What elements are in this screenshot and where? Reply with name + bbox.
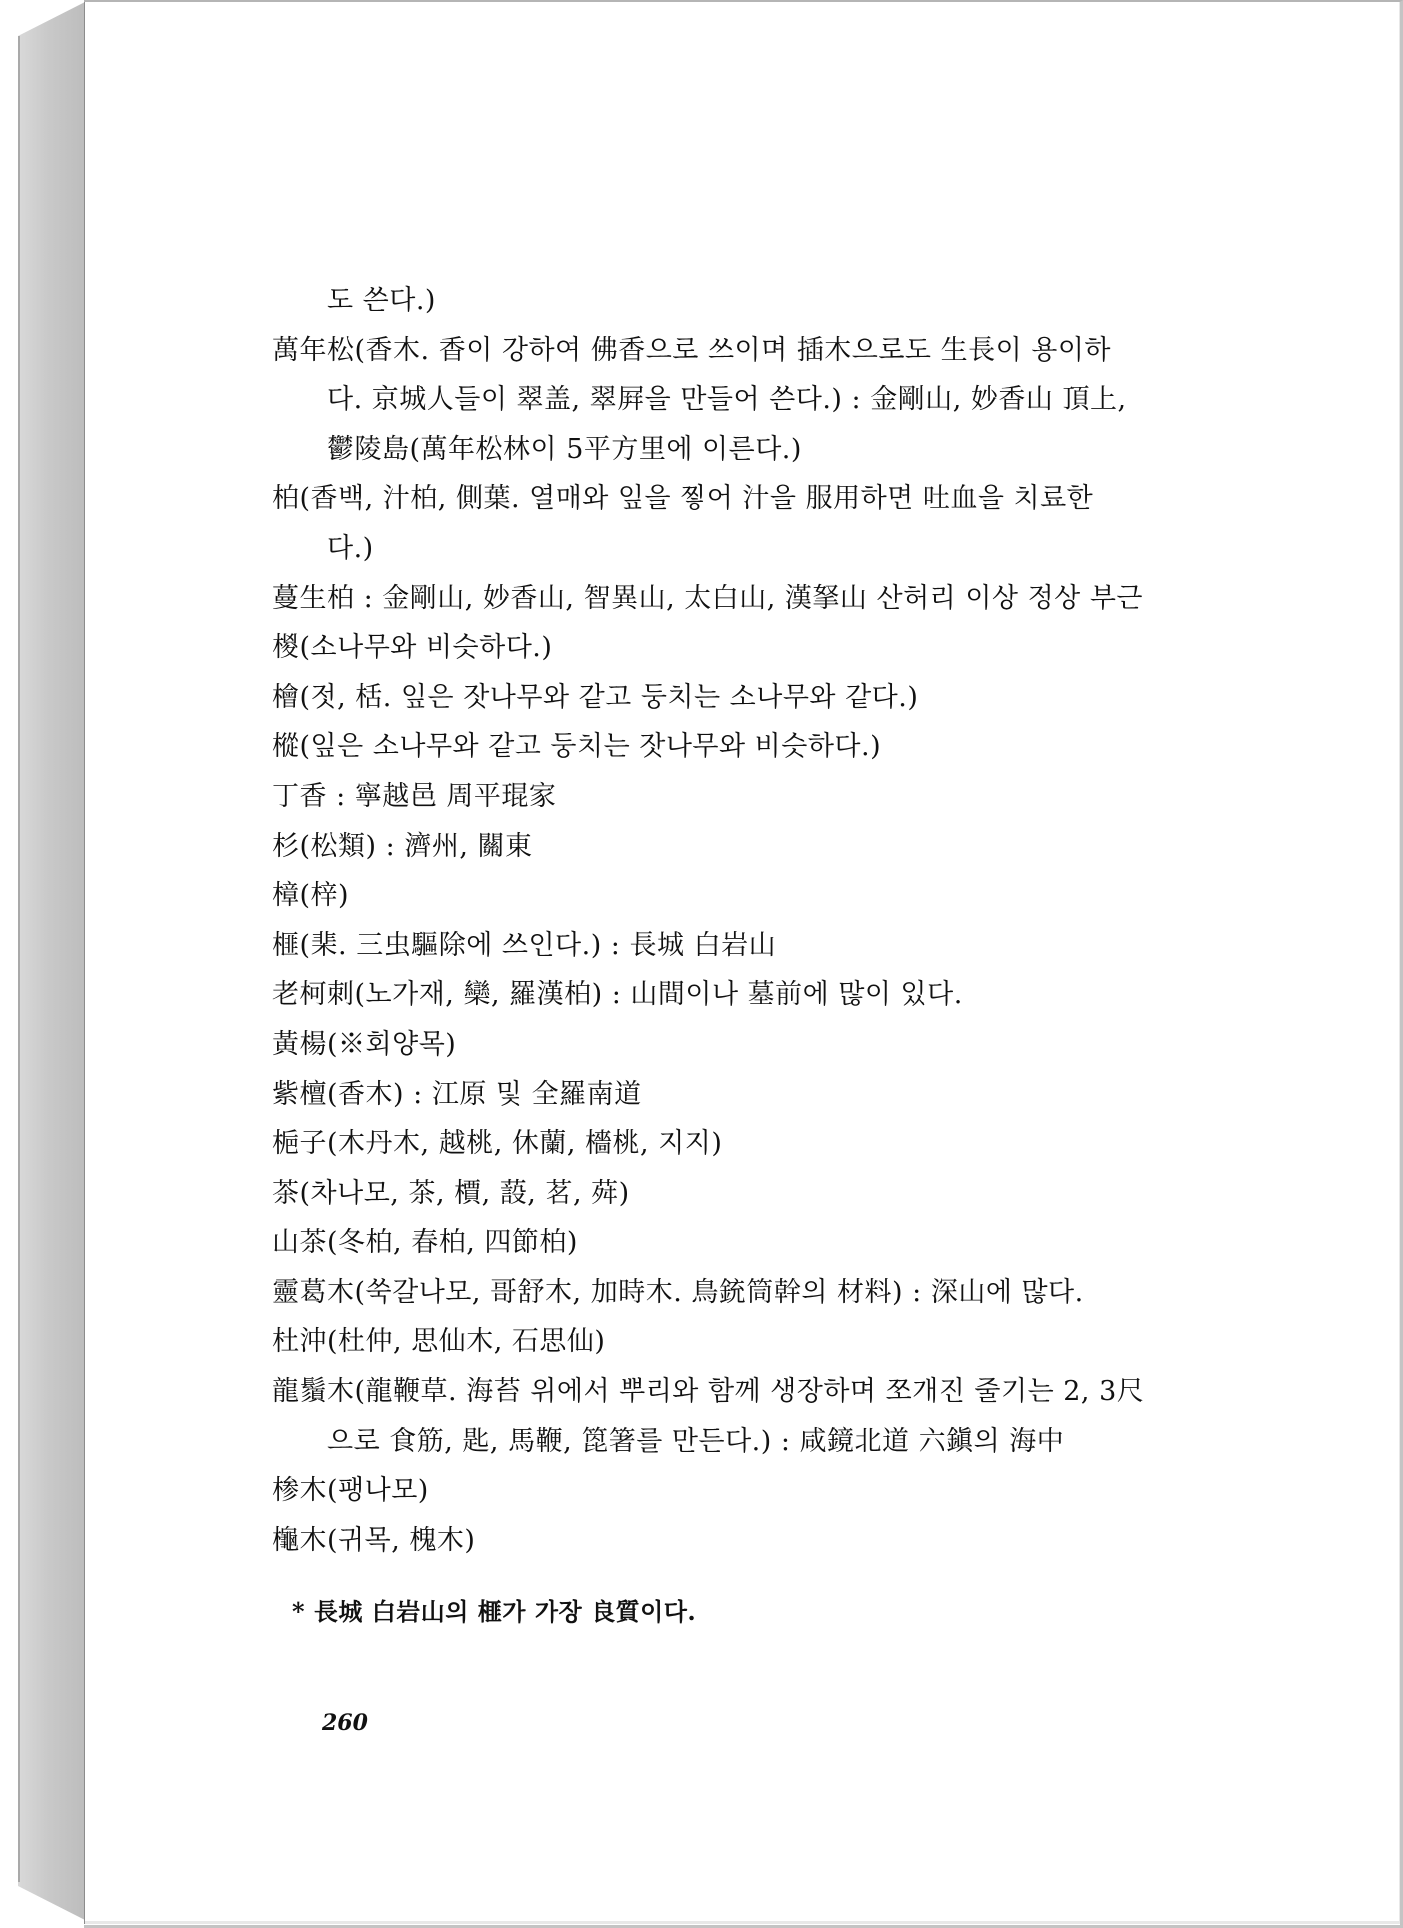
text-line: 梔子(木丹木, 越桃, 休蘭, 檣桃, 지지) bbox=[272, 1128, 723, 1160]
text-line: 다. 京城人들이 翠盖, 翠屛을 만들어 쓴다.) : 金剛山, 妙香山 頂上, bbox=[327, 384, 1127, 416]
text-line: 도 쓴다.) bbox=[327, 285, 436, 316]
text-line: 山茶(冬柏, 春柏, 四節柏) bbox=[272, 1227, 578, 1259]
text-line: 으로 食筋, 匙, 馬鞭, 箆箸를 만든다.) : 咸鏡北道 六鎭의 海中 bbox=[327, 1425, 1065, 1457]
text-line: 杜沖(杜仲, 思仙木, 石思仙) bbox=[272, 1326, 606, 1358]
text-line: 檜(젓, 栝. 잎은 잣나무와 같고 둥치는 소나무와 같다.) bbox=[272, 681, 919, 713]
text-line: 樟(梓) bbox=[272, 880, 350, 912]
page-body-text bbox=[272, 276, 1262, 1565]
text-line: 鬱陵島(萬年松林이 5平方里에 이른다.) bbox=[327, 433, 802, 465]
text-line: 다.) bbox=[327, 532, 374, 564]
text-line: 丁香 : 寧越邑 周平琨家 bbox=[272, 780, 557, 812]
page-number: 260 bbox=[322, 1710, 368, 1736]
text-line: 萬年松(香木. 香이 강하여 佛香으로 쓰이며 插木으로도 生長이 용이하 bbox=[272, 334, 1112, 366]
footnote: * 長城 白岩山의 榧가 가장 良質이다. bbox=[292, 1597, 697, 1626]
text-line: 椮木(팽나모) bbox=[272, 1475, 429, 1507]
text-line: 椶(소나무와 비슷하다.) bbox=[272, 632, 553, 664]
text-line: 老柯刺(노가재, 欒, 羅漢柏) : 山間이나 墓前에 많이 있다. bbox=[272, 979, 963, 1011]
book-spine bbox=[18, 2, 85, 1920]
text-line: 靈葛木(쑥갈나모, 哥舒木, 加時木. 鳥銃筒幹의 材料) : 深山에 많다. bbox=[272, 1276, 1084, 1308]
text-line: 蔓生柏 : 金剛山, 妙香山, 智異山, 太白山, 漢拏山 산허리 이상 정상 부근 bbox=[272, 582, 1143, 614]
text-line: 龍鬚木(龍鞭草. 海苔 위에서 뿌리와 함께 생장하며 쪼개진 줄기는 2, 3尺 bbox=[272, 1376, 1145, 1408]
text-line: 杉(松類) : 濟州, 關東 bbox=[272, 830, 533, 862]
text-line: 茶(차나모, 茶, 檟, 蔎, 茗, 荈) bbox=[272, 1177, 630, 1209]
text-line: 櫷木(귀목, 槐木) bbox=[272, 1524, 476, 1556]
text-line: 黃楊(※회양목) bbox=[272, 1028, 457, 1060]
text-line: 樅(잎은 소나무와 같고 둥치는 잣나무와 비슷하다.) bbox=[272, 731, 882, 763]
text-line: 榧(棐. 三虫驅除에 쓰인다.) : 長城 白岩山 bbox=[272, 929, 777, 961]
text-line: 柏(香백, 汁柏, 側葉. 열매와 잎을 찧어 汁을 服用하면 吐血을 치료한 bbox=[272, 483, 1094, 515]
spine-edge bbox=[18, 36, 20, 1882]
text-line: 紫檀(香木) : 江原 및 全羅南道 bbox=[272, 1078, 642, 1110]
